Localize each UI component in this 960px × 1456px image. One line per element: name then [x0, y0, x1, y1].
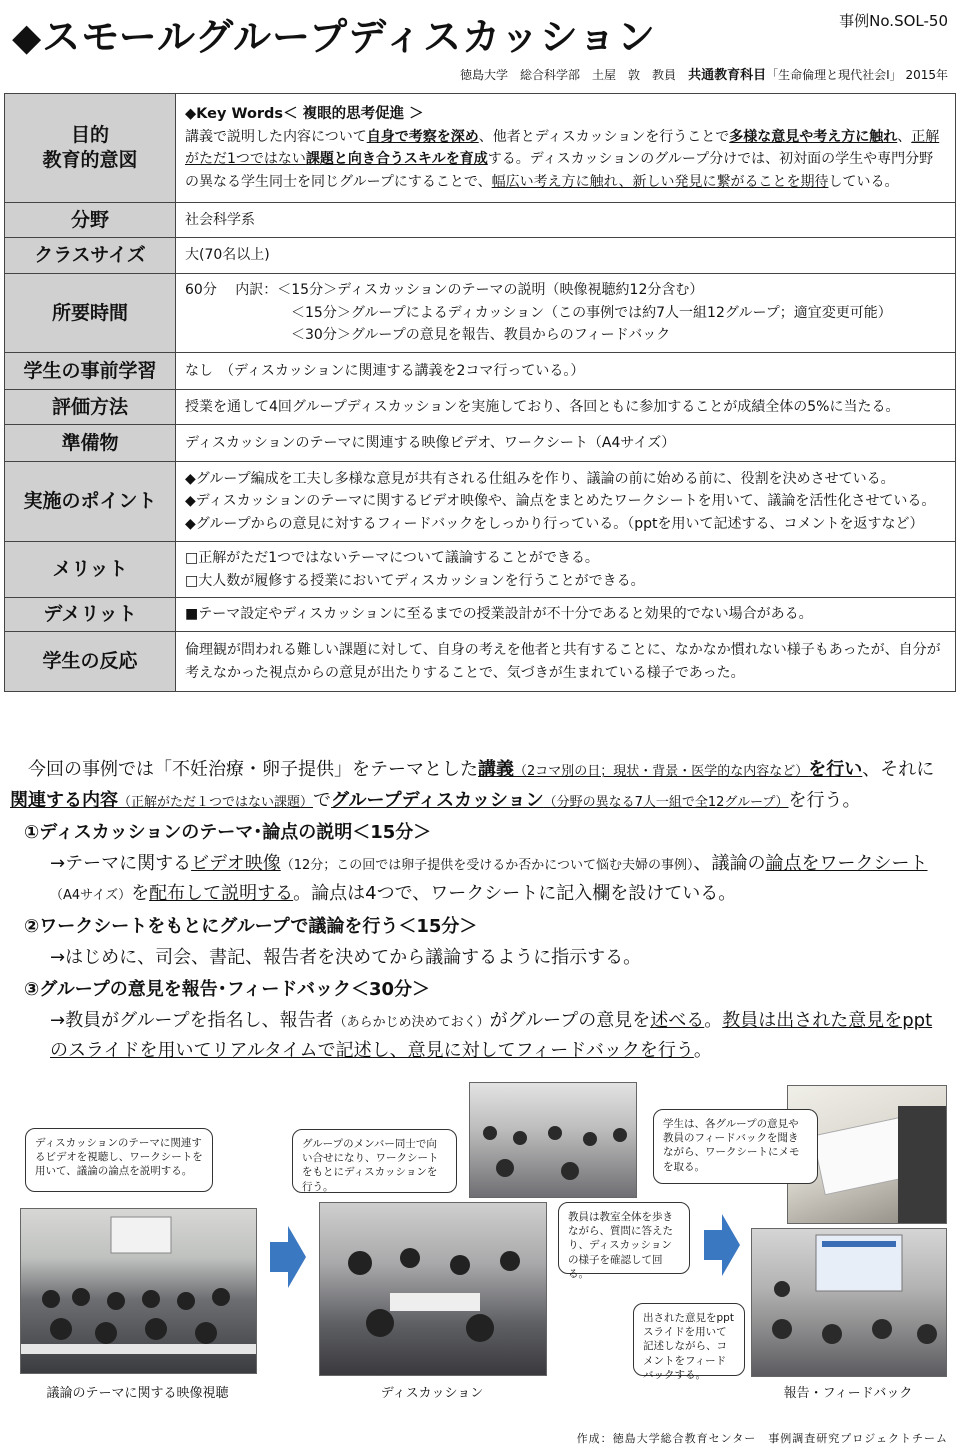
field-value: 社会科学系: [176, 203, 956, 238]
author-name: 徳島大学 総合科学部 土屋 敦 教員: [460, 68, 677, 82]
discussion-illustration: [470, 1083, 636, 1197]
row-merit: [5, 542, 956, 598]
step-text: がグループの意見を: [489, 1009, 651, 1031]
step-text: を: [131, 883, 150, 905]
step-underline: 論点をワークシート: [765, 852, 928, 874]
intro-note: （2コマ別の日；現状・背景・医学的な内容など）: [514, 764, 809, 779]
step-text: 。論点は4つで、ワークシートに記入欄を設けている。: [293, 883, 737, 905]
row-class-size: [5, 238, 956, 274]
evaluation-label: 評価方法: [5, 390, 176, 425]
intro-emph: グループディスカッション: [331, 789, 544, 811]
class-size-value: 大(70名以上): [176, 238, 956, 274]
step-underline: ビデオ映像: [191, 852, 281, 874]
field-label: 分野: [5, 203, 176, 238]
author-line: [460, 64, 948, 83]
step-3-text: [50, 1006, 950, 1067]
step-2-text: →はじめに、司会、書記、報告者を決めてから議論するように指示する。: [50, 946, 642, 968]
row-demerit: [5, 598, 956, 632]
intro-text: を行う。: [788, 789, 861, 811]
step-3-heading: ③グループの意見を報告･フィードバック＜30分＞: [24, 979, 431, 1001]
purpose-value: [176, 94, 956, 203]
flow-arrow-icon: [270, 1226, 306, 1288]
callout-teacher-rounds: 教員は教室全体を歩きながら、質問に答えたり、ディスカッションの様子を確認して回る。: [558, 1202, 690, 1274]
step-note: （A4サイズ）: [50, 888, 132, 904]
time-line: ＜30分＞グループの意見を報告、教員からのフィードバック: [291, 327, 671, 344]
step-text: 。: [693, 1040, 712, 1062]
materials-label: 準備物: [5, 425, 176, 462]
purpose-underline: 幅広い考え方に触れ、新しい発見に繋がることを期待: [491, 173, 829, 190]
row-field: [5, 203, 956, 238]
video-viewing-photo: [20, 1208, 257, 1374]
time-line: ＜15分＞グループによるディカッション（この事例では約7人一組12グループ；適宜変更可能）: [291, 304, 892, 321]
course-type: 共通教育科目: [688, 68, 767, 83]
merit-item: □大人数が履修する授業においてディスカッションを行うことができる。: [185, 572, 645, 589]
info-table: [4, 93, 956, 692]
pre-study-value: なし （ディスカッションに関連する講義を2コマ行っている。）: [176, 353, 956, 390]
materials-value: ディスカッションのテーマに関連する映像ビデオ、ワークシート（A4サイズ）: [176, 425, 956, 462]
callout-discussion: グループのメンバー同士で向い合せになり、ワークシートをもとにディスカッションを行う。: [292, 1129, 457, 1193]
merit-value: [176, 542, 956, 598]
purpose-text: している。: [828, 173, 899, 190]
merit-item: □正解がただ1つではないテーマについて議論することができる。: [185, 550, 599, 567]
discussion-photo-top: [469, 1082, 637, 1198]
time-value: [176, 274, 956, 353]
step-text: →テーマに関する: [50, 852, 192, 874]
pre-study-label: 学生の事前学習: [5, 353, 176, 390]
row-pre-study: [5, 353, 956, 390]
callout-video: ディスカッションのテーマに関連するビデオを視聴し、ワークシートを用いて、議論の論点を説明する。: [25, 1128, 213, 1192]
step-note: （12分；この回では卵子提供を受けるか否かについて悩む夫婦の事例）: [280, 857, 694, 873]
intro-note: （分野の異なる7人一組で全12グループ）: [543, 794, 789, 810]
intro-paragraph: [10, 755, 950, 816]
step-text: 。: [704, 1009, 723, 1031]
intro-note: （正解がただ１つではない課題）: [118, 794, 314, 810]
description: [10, 755, 950, 1067]
purpose-text: する。ディスカッションのグループ分けでは、初対面の学生や専門分野の異なる学生同士を同じグループにすることで、: [185, 151, 934, 190]
purpose-label: 目的 教育的意図: [5, 94, 176, 203]
step-note: （あらかじめ決めておく）: [333, 1014, 490, 1030]
intro-text: 、それに: [862, 759, 935, 780]
class-size-label: クラスサイズ: [5, 238, 176, 274]
step-underline: 教員は出された意見をpptのスライドを用いてリアルタイムで記述し、意見に対してフィードバックを行う: [50, 1009, 933, 1062]
row-evaluation: [5, 390, 956, 425]
reaction-label: 学生の反応: [5, 632, 176, 692]
page-title: ◆スモールグループディスカッション: [12, 15, 656, 59]
reaction-value: 倫理観が問われる難しい課題に対して、自身の考えを他者と共有することに、なかなか慣れない様子もあったが、自分が考えなかった視点からの意見が出たりすることで、気づきが生まれている様子であった。: [176, 632, 956, 692]
discussion-illustration: [320, 1203, 546, 1375]
caption-discussion: ディスカッション: [380, 1386, 484, 1401]
step-text: →教員がグループを指名し、報告者: [50, 1009, 334, 1031]
caption-video: 議論のテーマに関する映像視聴: [46, 1386, 229, 1401]
callout-student-notes: 学生は、各グループの意見や教員のフィードバックを聞きながら、ワークシートにメモを取る。: [653, 1109, 818, 1184]
purpose-emph: 課題と向き合うスキルを育成: [305, 151, 488, 168]
keywords: ◆Key Words＜ 複眼的思考促進 ＞: [185, 105, 424, 122]
purpose-underline: 正解がただ1つではない: [185, 129, 940, 168]
intro-emph: 関連する内容: [10, 789, 118, 811]
points-label: 実施のポイント: [5, 462, 176, 542]
step-1-heading: ①ディスカッションのテーマ･論点の説明＜15分＞: [24, 822, 432, 844]
point-item: ◆グループからの意見に対するフィードバックをしっかり行っている。（pptを用いて記述する、コメントを返すなど）: [185, 515, 924, 532]
evaluation-value: 授業を通して4回グループディスカッションを実施しており、各回ともに参加することが成績全体の5%に当たる。: [176, 390, 956, 425]
classroom-illustration: [21, 1209, 256, 1373]
flow-arrow-icon: [704, 1214, 740, 1276]
intro-text: 今回の事例では「不妊治療・卵子提供」をテーマとした: [28, 759, 478, 780]
step-underline: 述べる: [650, 1009, 705, 1031]
step-text: 、議論の: [693, 852, 766, 874]
row-points: [5, 462, 956, 542]
demerit-label: デメリット: [5, 598, 176, 632]
intro-emph: 講義: [478, 759, 514, 780]
merit-label: メリット: [5, 542, 176, 598]
step-1-text: [50, 849, 950, 910]
purpose-emph: 多様な意見や考え方に触れ: [729, 129, 898, 145]
step-underline: 配布して説明する: [149, 883, 294, 905]
discussion-photo-main: [319, 1202, 547, 1376]
purpose-text: 、: [897, 129, 912, 145]
footer-credit: 作成：徳島大学総合教育センター 事例調査研究プロジェクトチーム: [576, 1432, 948, 1445]
demerit-value: ■テーマ設定やディスカッションに至るまでの授業設計が不十分であると効果的でない場合がある。: [176, 598, 956, 632]
row-reaction: [5, 632, 956, 692]
callout-feedback: 出された意見をpptスライドを用いて記述しながら、コメントをフィードバックする。: [633, 1303, 745, 1376]
purpose-emph: 自身で考察を深め: [366, 129, 479, 145]
course-name: 「生命倫理と現代社会Ⅰ」 2015年: [766, 68, 948, 82]
time-label: 所要時間: [5, 274, 176, 353]
row-time: [5, 274, 956, 353]
row-materials: [5, 425, 956, 462]
case-number: 事例No.SOL-50: [839, 12, 948, 30]
projector-illustration: [752, 1229, 946, 1376]
intro-emph: を行い: [808, 759, 863, 780]
intro-text: で: [313, 789, 332, 811]
feedback-photo: [751, 1228, 947, 1377]
step-2-heading: ②ワークシートをもとにグループで議論を行う＜15分＞: [24, 915, 478, 937]
point-item: ◆グループ編成を工夫し多様な意見が共有される仕組みを作り、議論の前に始める前に、役割を決めさせている。: [185, 470, 895, 487]
caption-feedback: 報告・フィードバック: [783, 1386, 913, 1401]
purpose-text: 、他者とディスカッションを行うことで: [478, 129, 730, 145]
time-line: 60分 内訳：＜15分＞ディスカッションのテーマの説明（映像視聴約12分含む）: [185, 282, 704, 299]
row-purpose: [5, 94, 956, 203]
purpose-text: 講義で説明した内容について: [185, 129, 367, 145]
point-item: ◆ディスカッションのテーマに関するビデオ映像や、論点をまとめたワークシートを用いて、議論を活性化させている。: [185, 493, 936, 510]
points-value: [176, 462, 956, 542]
